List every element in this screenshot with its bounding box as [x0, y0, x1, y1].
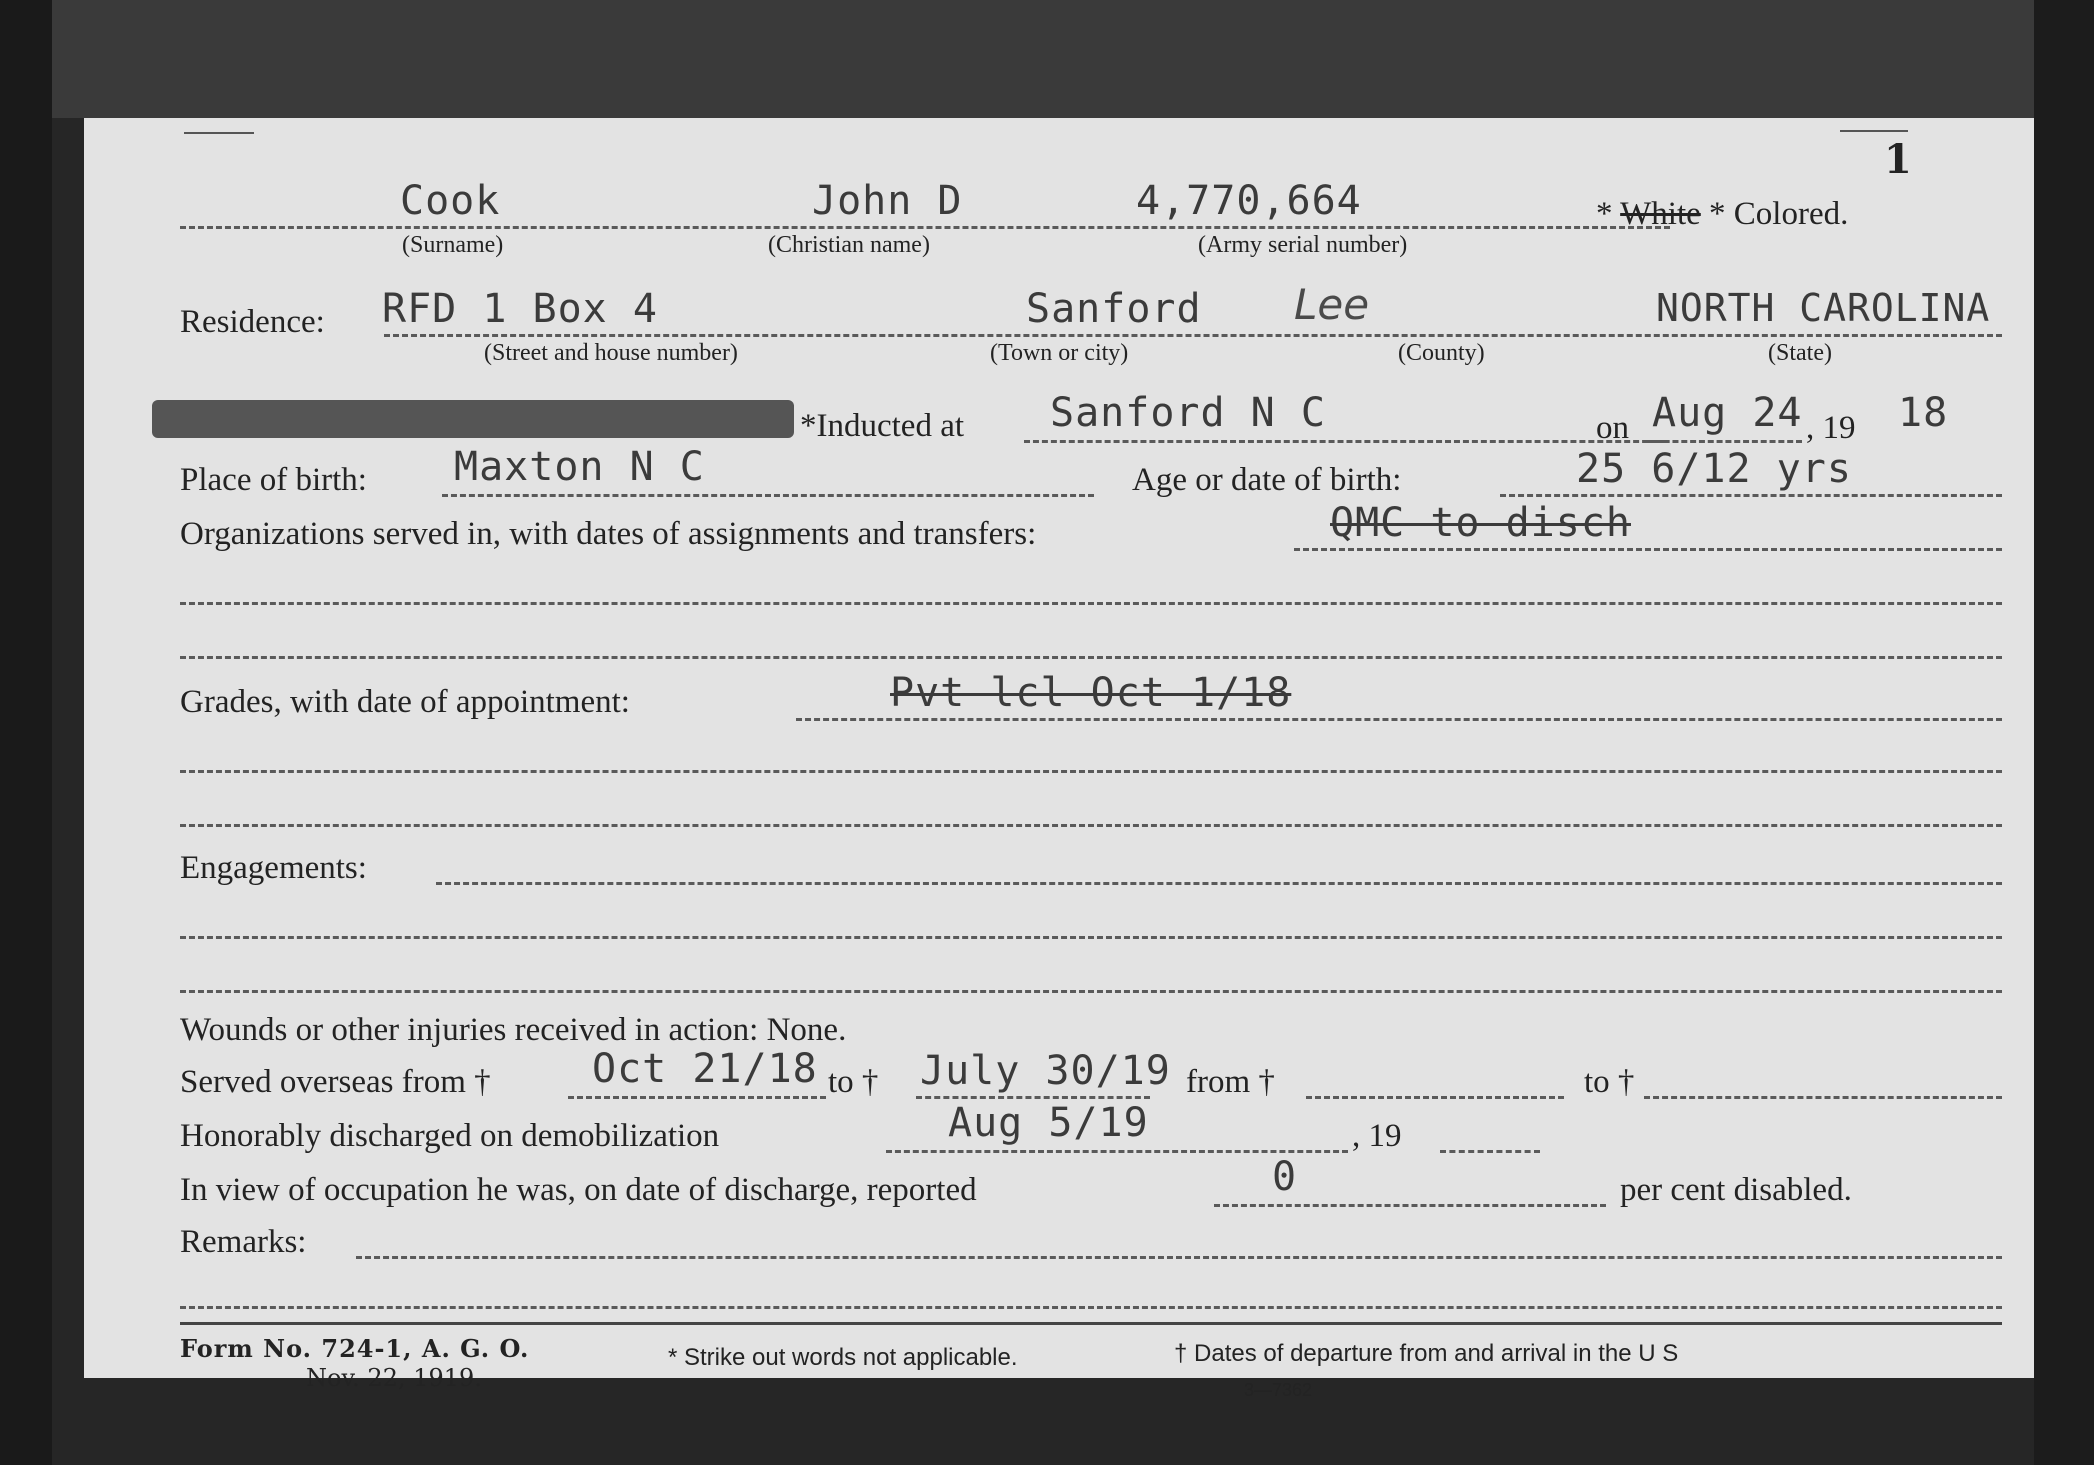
- race-kept: * Colored.: [1709, 196, 1849, 232]
- dates-note: † Dates of departure from and arrival in the U S: [1174, 1340, 1679, 1367]
- serial-number-value: 4,770,664: [1136, 178, 1362, 224]
- birthplace-line: [442, 494, 1094, 497]
- scanner-background-top: [0, 0, 2094, 118]
- discharge-date: Aug 5/19: [948, 1100, 1149, 1146]
- age-line: [1500, 494, 2002, 497]
- wounds-label: [180, 1012, 846, 1049]
- grades-line-2: [180, 770, 2002, 773]
- overseas-from-value: Oct 21/18: [592, 1046, 818, 1092]
- inducted-date-line: [1646, 440, 1802, 443]
- name-line: [180, 226, 1670, 229]
- residence-label: Residence:: [180, 304, 325, 340]
- remarks-line: [356, 1256, 2002, 1259]
- print-code: 3—7362: [1244, 1380, 1313, 1400]
- inducted-date: Aug 24: [1652, 390, 1803, 436]
- inducted-year-prefix: , 19: [1806, 410, 1856, 446]
- engagements-line-3: [180, 990, 2002, 993]
- engagements-line-2: [180, 936, 2002, 939]
- overseas-from2-line: [1306, 1096, 1564, 1099]
- grades-line: [796, 718, 2002, 721]
- overseas-from2-label: from †: [1186, 1064, 1275, 1100]
- grades-line-3: [180, 824, 2002, 827]
- street-value: RFD 1 Box 4: [382, 286, 658, 332]
- organizations-line-2: [180, 602, 2002, 605]
- overseas-from-line: [568, 1096, 826, 1099]
- christian-name-label: (Christian name): [768, 232, 930, 258]
- overseas-to-value: July 30/19: [920, 1048, 1171, 1094]
- scanner-background-right: [2034, 0, 2094, 1465]
- christian-name-value: John D: [812, 178, 963, 224]
- discharge-label: Honorably discharged on demobilization: [180, 1118, 720, 1154]
- remarks-line-2: [180, 1306, 2002, 1309]
- surname-value: Cook: [400, 178, 501, 224]
- strike-note: * Strike out words not applicable.: [668, 1344, 1018, 1371]
- engagements-line: [436, 882, 2002, 885]
- remarks-label: Remarks:: [180, 1224, 307, 1260]
- engagements-label: Engagements:: [180, 850, 367, 886]
- overseas-from-label: Served overseas from †: [180, 1064, 491, 1100]
- state-label: (State): [1768, 340, 1832, 366]
- grades-label: Grades, with date of appointment:: [180, 684, 630, 720]
- race-struck: White: [1620, 196, 1701, 232]
- organizations-value: QMC to disch: [1330, 500, 1631, 546]
- service-record-card: [84, 118, 2034, 1400]
- surname-label: (Surname): [402, 232, 504, 258]
- organizations-label: Organizations served in, with dates of assignments and transfers:: [180, 516, 1037, 552]
- inducted-label: *Inducted at: [800, 408, 965, 444]
- overseas-to2-label: to †: [1584, 1064, 1635, 1100]
- town-value: Sanford: [1026, 286, 1202, 332]
- grades-value: Pvt lcl Oct 1/18: [890, 670, 1292, 716]
- residence-line: [384, 334, 2002, 337]
- on-label: on: [1596, 410, 1629, 446]
- footer-rule: [180, 1322, 2002, 1325]
- form-date: Nov. 22, 1919.: [306, 1364, 482, 1392]
- corner-mark-right: [1840, 130, 1908, 132]
- wounds-label-text: Wounds or other injuries received in action:: [180, 1012, 759, 1048]
- age-label: Age or date of birth:: [1132, 462, 1402, 498]
- scanner-background-left: [0, 0, 52, 1465]
- serial-number-label: (Army serial number): [1198, 232, 1408, 258]
- county-value: Lee: [1294, 280, 1370, 329]
- town-label: (Town or city): [990, 340, 1129, 366]
- discharge-year-line: [1440, 1150, 1540, 1153]
- race-prefix: *: [1596, 196, 1613, 232]
- organizations-line: [1294, 548, 2002, 551]
- overseas-to-line: [916, 1096, 1150, 1099]
- disability-line: [1214, 1204, 1606, 1207]
- street-label: (Street and house number): [484, 340, 738, 366]
- redacted-enlistment-label: [152, 400, 794, 438]
- overseas-to2-line: [1644, 1096, 2002, 1099]
- disability-label: In view of occupation he was, on date of discharge, reported: [180, 1172, 977, 1208]
- inducted-line: [1024, 440, 1666, 443]
- overseas-to-label: to †: [828, 1064, 879, 1100]
- card-number: 1: [1884, 136, 1912, 183]
- discharge-line: [886, 1150, 1348, 1153]
- birthplace-value: Maxton N C: [454, 444, 705, 490]
- county-label: (County): [1398, 340, 1485, 366]
- discharge-year-label: , 19: [1352, 1118, 1402, 1154]
- wounds-value: None.: [766, 1012, 847, 1048]
- form-number: Form No. 724-1, A. G. O.: [180, 1334, 530, 1363]
- organizations-line-3: [180, 656, 2002, 659]
- race-selector: [1596, 196, 1848, 233]
- birthplace-label: Place of birth:: [180, 462, 367, 498]
- age-value: 25 6/12 yrs: [1576, 446, 1852, 492]
- state-value: NORTH CAROLINA: [1656, 286, 1991, 330]
- inducted-year: 18: [1898, 390, 1949, 436]
- inducted-place: Sanford N C: [1050, 390, 1326, 436]
- disability-suffix: per cent disabled.: [1620, 1172, 1852, 1208]
- corner-mark-left: [184, 132, 254, 134]
- disability-value: 0: [1272, 1154, 1298, 1200]
